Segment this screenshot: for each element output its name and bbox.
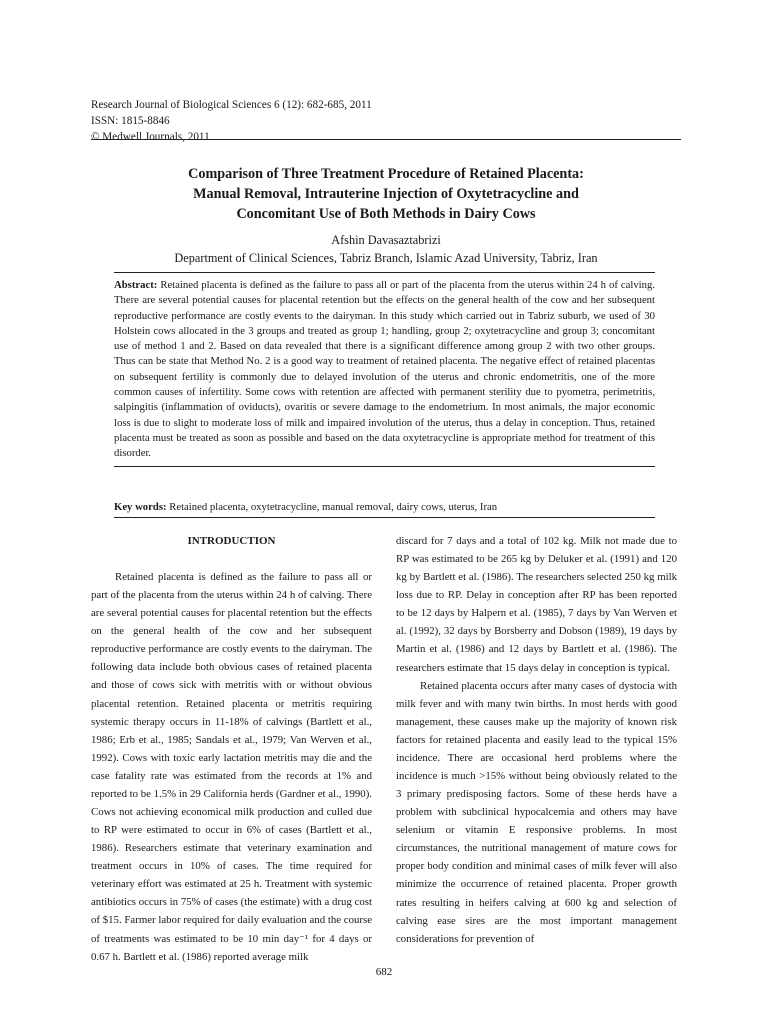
intro-paragraph-1: Retained placenta is defined as the failure to pass all or part of the placenta from the uterus within 24 h of calving. There are several potential causes for placental retention but the effects on the general health of the cow and her subsequent reproductive performance are costly events to the dairyman. The following data include both obvious cases of retained placenta and those of cows sick with metritis with or without obvious placental retention. Retained placenta or metritis requiring systemic therapy occurs in 11-18% of calvings (Bartlett et al., 1986; Erb et al., 1985; Sandals et al., 1979; Van Werven et al., 1992). Cows with toxic early lactation metritis may die and the case fatality rate was estimated from the records at 1% and reported to be 1.5% in 29 California herds (Gardner et al., 1990). Cows not achieving economical milk production and culled due to RP were estimated to occur in 6% of cases (Bartlett et al., 1986). Researchers estimate that veterinary examination and treatment occurs in 10% of cases. The time required for veterinary effort was estimated at 25 h. Treatment with systemic antibiotics occurs in 75% of cases (the estimate) with a drug cost of $15. Farmer labor required for daily evaluation and the course of treatments was estimated to be 10 min day⁻¹ for 4 days or 0.67 h. Bartlett et al. (1986) reported average milk	[91, 571, 372, 963]
copyright: © Medwell Journals, 2011	[91, 131, 210, 143]
abstract-text: Retained placenta is defined as the failure to pass all or part of the placenta from the uterus within 24 h of calving. There are several potential causes for placental retention but the effects on the general health of the cow and her subsequent reproductive performance are costly events to the dairyman. In this study which carried out in Tabriz suburb, we used of 30 Holstein cows allocated in the 3 groups and treated as group 1; handling, group 2; oxytetracycline and group 3; concomitant use of method 1 and 2. Based on data revealed that there is a significant difference among group 2 with two other groups. Thus can be state that Method No. 2 is a good way to treatment of retained placenta. The negative effect of retained placentas on subsequent fertility is commonly due to delayed involution of the uterus and chronic endometritis, one of the more common causes of infertility. Some cows with retention are affected with permanent sterility due to pyometra, perimetritis, salpingitis (inflammation of oviducts), ovaritis or severe damage to the endometrium. In most animals, the major economic loss is due to slight to moderate loss of milk and impaired involution of the uterus, thus a delay in conception. Thus, retained placenta must be treated as soon as possible and based on the data oxytetracycline is appropriate method for treatment of this disorder.	[114, 279, 655, 460]
section-heading-introduction: INTRODUCTION	[187, 535, 276, 547]
title-line-2: Manual Removal, Intrauterine Injection of Oxytetracycline and	[193, 186, 579, 202]
title-line-1: Comparison of Three Treatment Procedure of Retained Placenta:	[188, 166, 584, 182]
left-column	[91, 532, 372, 966]
paper-title	[91, 164, 681, 224]
page-number: 682	[375, 966, 393, 978]
keywords-text: Retained placenta, oxytetracycline, manual removal, dairy cows, uterus, Iran	[169, 501, 498, 513]
journal-citation: Research Journal of Biological Sciences 6 (12): 682-685, 2011	[91, 99, 372, 111]
abstract	[114, 278, 655, 462]
title-line-3: Concomitant Use of Both Methods in Dairy Cows	[236, 206, 536, 222]
intro-paragraph-2: Retained placenta occurs after many cases of dystocia with milk fever and with many twin births. In most herds with good management, these causes make up the majority of known risk factors for retained placenta and easily lead to the typical 15% incidence. There are occasional herd problems where the incidence is much >15% without being obviously related to the 3 primary predisposing factors. Some of these herds have a problem with subclinical hypocalcemia and others may have selenium or vitamin E responsive problems. In most circumstances, the nutritional management of mature cows for proper body condition and minimal cases of milk fever will also minimize the occurrence of retained placenta. Proper growth rates resulting in heifers calving at 600 kg and selection of calving ease sires are the most important management considerations for prevention of	[396, 679, 677, 945]
abstract-box	[114, 272, 655, 467]
keywords-rule	[114, 517, 655, 518]
abstract-label: Abstract:	[114, 279, 158, 291]
issn: ISSN: 1815-8846	[91, 115, 170, 127]
right-column	[396, 532, 677, 948]
header-rule	[91, 139, 681, 140]
author-affiliation: Department of Clinical Sciences, Tabriz Branch, Islamic Azad University, Tabriz, Iran	[174, 251, 598, 265]
journal-header	[91, 97, 681, 145]
author-name: Afshin Davasaztabrizi	[331, 233, 441, 247]
keywords-label: Key words:	[114, 501, 167, 513]
keywords	[114, 500, 655, 515]
intro-paragraph-continued: discard for 7 days and a total of 102 kg. Milk not made due to RP was estimated to be 265 kg by Deluker et al. (1991) and 120 kg by Bartlett et al. (1986). The researchers selected 250 kg milk loss due to RP. Delay in conception after RP has been reported to be 12 days by Halpern et al. (1985), 7 days by Van Werven et al. (1992), 32 days by Borsberry and Dobson (1989), 19 days by Martin et al. (1986) and 12 days by Bartlett et al. (1986). The researchers estimate that 15 days delay in conception is typical.	[396, 535, 677, 674]
